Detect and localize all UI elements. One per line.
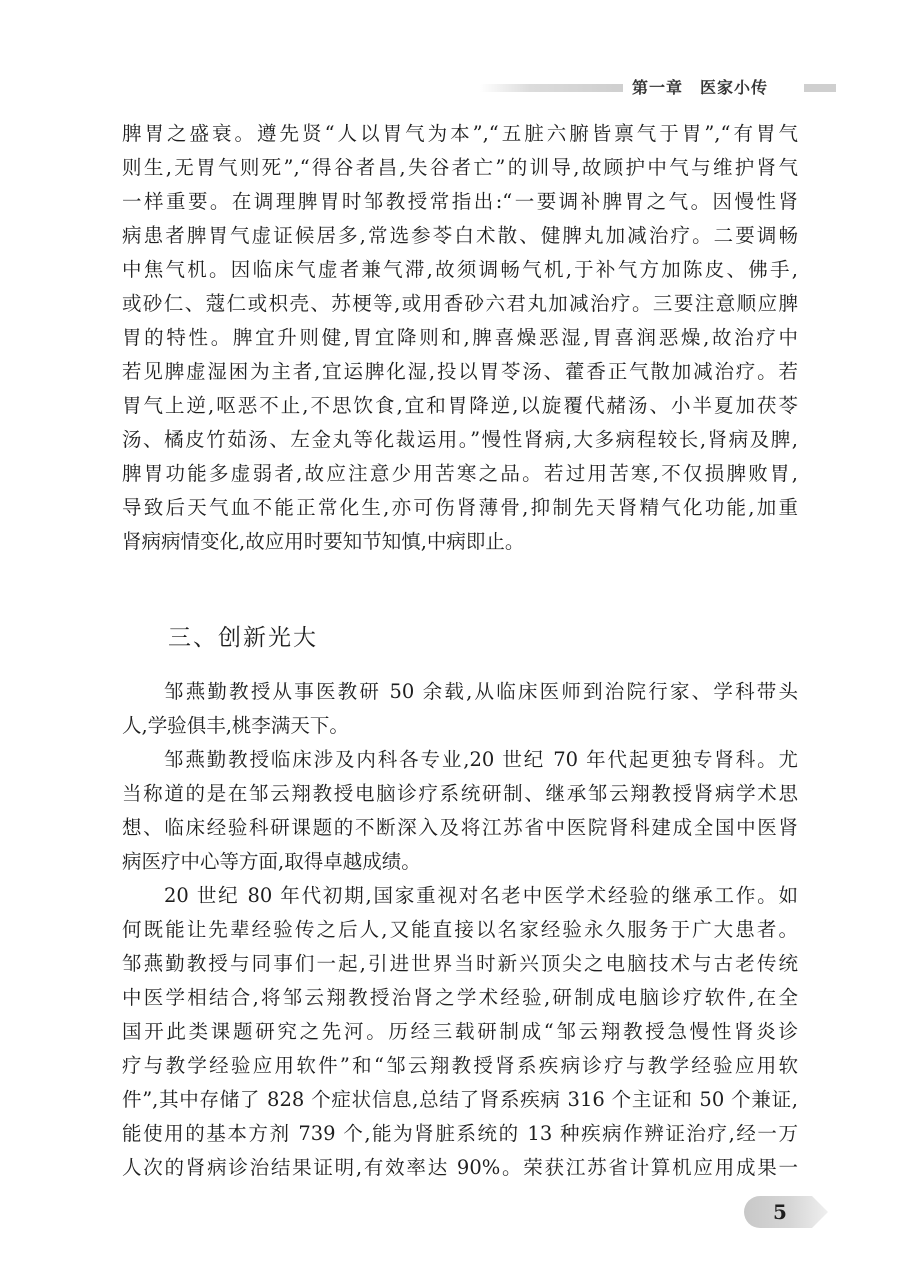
text-line: 人次的肾病诊治结果证明,有效率达 90%。荣获江苏省计算机应用成果一 <box>122 1156 798 1179</box>
text-line: 邹燕勤教授从事医教研 50 余载,从临床医师到治院行家、学科带头 <box>164 680 798 703</box>
header-decorative-bar-left <box>480 84 623 92</box>
text-line: 邹燕勤教授临床涉及内科各专业,20 世纪 70 年代起更独专肾科。尤 <box>164 748 798 771</box>
section-heading: 三、创新光大 <box>168 625 318 651</box>
text-line: 胃气上逆,呕恶不止,不思饮食,宜和胃降逆,以旋覆代赭汤、小半夏加茯苓 <box>122 394 798 417</box>
text-line: 肾病病情变化,故应用时要知节知慎,中病即止。 <box>122 530 525 553</box>
text-line: 脾胃之盛衰。遵先贤“人以胃气为本”,“五脏六腑皆禀气于胃”,“有胃气 <box>122 122 798 145</box>
text-line: 国开此类课题研究之先河。历经三载研制成“邹云翔教授急慢性肾炎诊 <box>122 1020 798 1043</box>
text-line: 20 世纪 80 年代初期,国家重视对名老中医学术经验的继承工作。如 <box>164 884 798 907</box>
text-line: 或砂仁、蔻仁或枳壳、苏梗等,或用香砂六君丸加减治疗。三要注意顺应脾 <box>122 292 798 315</box>
text-line: 若见脾虚湿困为主者,宜运脾化湿,投以胃苓汤、藿香正气散加减治疗。若 <box>122 360 798 383</box>
header-decorative-bar-right <box>804 84 836 92</box>
text-line: 何既能让先辈经验传之后人,又能直接以名家经验永久服务于广大患者。 <box>122 918 798 941</box>
chapter-header-title: 第一章 医家小传 <box>632 78 769 97</box>
text-line: 疗与教学经验应用软件”和“邹云翔教授肾系疾病诊疗与教学经验应用软 <box>122 1054 798 1077</box>
text-line: 一样重要。在调理脾胃时邹教授常指出:“一要调补脾胃之气。因慢性肾 <box>122 190 798 213</box>
text-line: 能使用的基本方剂 739 个,能为肾脏系统的 13 种疾病作辨证治疗,经一万 <box>122 1122 798 1145</box>
text-line: 胃的特性。脾宜升则健,胃宜降则和,脾喜燥恶湿,胃喜润恶燥,故治疗中 <box>122 326 798 349</box>
text-line: 导致后天气血不能正常化生,亦可伤肾薄骨,抑制先天肾精气化功能,加重 <box>122 496 798 519</box>
text-line: 中医学相结合,将邹云翔教授治肾之学术经验,研制成电脑诊疗软件,在全 <box>122 986 798 1009</box>
text-line: 邹燕勤教授与同事们一起,引进世界当时新兴顶尖之电脑技术与古老传统 <box>122 952 798 975</box>
text-line: 想、临床经验科研课题的不断深入及将江苏省中医院肾科建成全国中医肾 <box>122 816 798 839</box>
text-line: 脾胃功能多虚弱者,故应注意少用苦寒之品。若过用苦寒,不仅损脾败胃, <box>122 462 798 485</box>
text-line: 汤、橘皮竹茹汤、左金丸等化裁运用。”慢性肾病,大多病程较长,肾病及脾, <box>122 428 798 451</box>
text-line: 病患者脾胃气虚证候居多,常选参苓白术散、健脾丸加减治疗。二要调畅 <box>122 224 798 247</box>
text-line: 中焦气机。因临床气虚者兼气滞,故须调畅气机,于补气方加陈皮、佛手, <box>122 258 798 281</box>
text-line: 人,学验俱丰,桃李满天下。 <box>122 714 349 737</box>
text-line: 件”,其中存储了 828 个症状信息,总结了肾系疾病 316 个主证和 50 个兼证, <box>122 1088 798 1111</box>
text-line: 则生,无胃气则死”,“得谷者昌,失谷者亡”的训导,故顾护中气与维护肾气 <box>122 156 798 179</box>
text-line: 病医疗中心等方面,取得卓越成绩。 <box>122 850 421 873</box>
page-number: 5 <box>773 1200 787 1224</box>
text-line: 当称道的是在邹云翔教授电脑诊疗系统研制、继承邹云翔教授肾病学术思 <box>122 782 798 805</box>
